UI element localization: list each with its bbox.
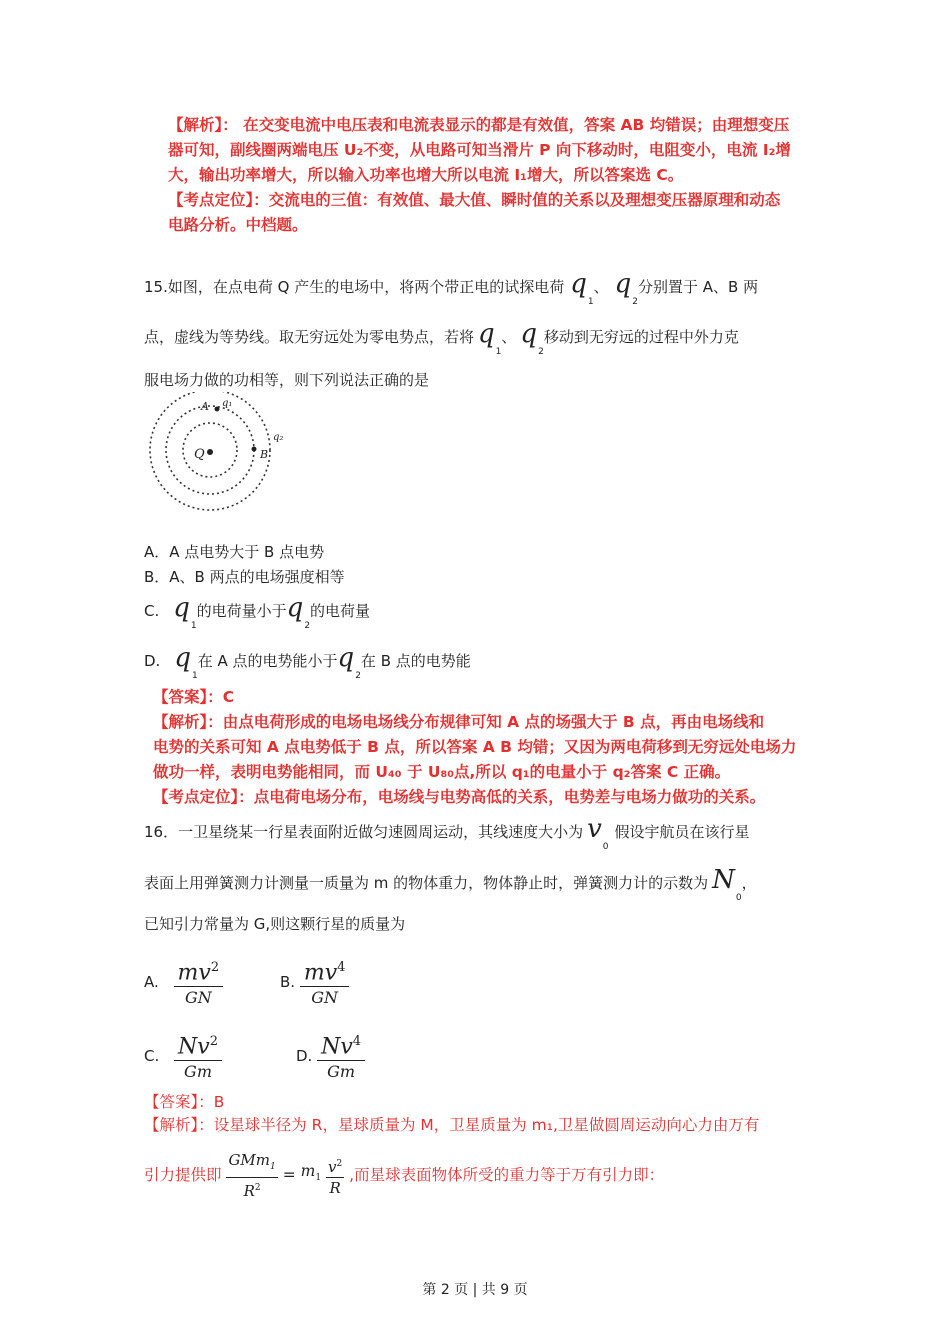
equipotential-figure [148, 392, 288, 522]
label-q1: q₁ [222, 398, 233, 409]
label-Q: Q [194, 447, 205, 462]
q1-symbol: $q_1$ [478, 319, 502, 357]
q15-option-b: B．A、B 两点的电场强度相等 [144, 568, 345, 586]
m1-symbol: $m_1$ [300, 1162, 322, 1184]
gravity-equation-rhs: $\frac{v^2}{R}$ [326, 1154, 344, 1198]
q15-line-1: 15.如图，在点电荷 Q 产生的电场中，将两个带正电的试探电荷 $q_1$、 $q_2$分别置于 A、B 两 [144, 269, 759, 307]
label-q2: q₂ [273, 432, 284, 443]
q15-answer: 【答案】：C [153, 688, 235, 706]
q15-stem-text: 15.如图，在点电荷 Q 产生的电场中，将两个带正电的试探电荷 [144, 278, 565, 296]
q16-analysis-line-1: 【解析】：设星球半径为 R，星球质量为 M，卫星质量为 m₁,卫星做圆周运动向心力由万有 [144, 1116, 760, 1134]
prev-analysis-line-4: 【考点定位】：交流电的三值：有效值、最大值、瞬时值的关系以及理想变压器原理和动态 [168, 191, 781, 209]
q16-line-1: 16．一卫星绕某一行星表面附近做匀速圆周运动，其线速度大小为 $v_0$假设宇航员在该行星 [144, 814, 750, 852]
option-c-fraction: $\frac{Nv^2}{Gm}$ [174, 1029, 222, 1083]
q15-option-a: A．A 点电势大于 B 点电势 [144, 543, 325, 561]
prev-analysis-line-3: 大，输出功率增大，所以输入功率也增大所以电流 I₁增大，所以答案选 C。 [168, 166, 684, 184]
q16-line-2: 表面上用弹簧测力计测量一质量为 m 的物体重力，物体静止时，弹簧测力计的示数为 $N_0$， [144, 865, 757, 903]
q15-line-3: 服电场力做的功相等，则下列说法正确的是 [144, 371, 430, 389]
q15-option-d: D. $q_1$在 A 点的电势能小于$q_2$在 B 点的电势能 [144, 643, 471, 681]
label-A: A [201, 400, 209, 413]
q1-symbol: $q_1$ [173, 593, 197, 631]
prev-analysis-line-2: 器可知，副线圈两端电压 U₂不变，从电路可知当滑片 P 向下移动时，电阻变小，电流 I₂增 [168, 141, 791, 159]
q16-analysis-line-2: 引力提供即 $\frac{GMm_1}{R^2}$ = $m_1$ $\frac{v^2}{R}$ ,而星球表面物体所受的重力等于万有引力即： [144, 1151, 665, 1200]
q2-symbol: $q_2$ [286, 593, 311, 631]
q16-option-a: A. $\frac{mv^2}{GN}$ [144, 955, 223, 1009]
q15-analysis-line-2: 电势的关系可知 A 点电势低于 B 点，所以答案 A B 均错；又因为两电荷移到无穷远处电场力 [153, 738, 797, 756]
q1-symbol: $q_1$ [570, 269, 594, 307]
q16-line-3: 已知引力常量为 G,则这颗行星的质量为 [144, 915, 406, 933]
gravity-equation-lhs: $\frac{GMm_1}{R^2}$ [228, 1151, 276, 1200]
q15-option-c: C. $q_1$的电荷量小于$q_2$的电荷量 [144, 593, 371, 631]
option-d-fraction: $\frac{Nv^4}{Gm}$ [317, 1029, 365, 1083]
label-B: B [260, 448, 269, 461]
charge-Q-dot [207, 449, 213, 455]
point-A-dot [215, 407, 220, 412]
prev-analysis-line-5: 电路分析。中档题。 [168, 216, 308, 234]
N0-symbol: $N_0$ [712, 865, 742, 903]
q2-symbol: $q_2$ [520, 319, 544, 357]
q16-option-d: D. $\frac{Nv^4}{Gm}$ [296, 1029, 365, 1083]
q15-line-2: 点，虚线为等势线。取无穷远处为零电势点，若将 $q_1$、 $q_2$移动到无穷远的过程中外力克 [144, 319, 739, 357]
q15-analysis-line-4: 【考点定位】：点电荷电场分布，电场线与电势高低的关系，电势差与电场力做功的关系。 [153, 788, 766, 806]
page-footer: 第 2 页 | 共 9 页 [422, 1282, 528, 1298]
option-a-fraction: $\frac{mv^2}{GN}$ [174, 955, 224, 1009]
prev-analysis-line-1: 【解析】： 在交变电流中电压表和电流表显示的都是有效值，答案 AB 均错误；由理想变压 [168, 116, 790, 134]
q15-analysis-line-1: 【解析】：由点电荷形成的电场电场线分布规律可知 A 点的场强大于 B 点，再由电场线和 [153, 713, 765, 731]
q16-option-c: C. $\frac{Nv^2}{Gm}$ [144, 1029, 222, 1083]
equals-sign: = [282, 1166, 296, 1184]
option-b-fraction: $\frac{mv^4}{GN}$ [300, 955, 350, 1009]
q15-analysis-line-3: 做功一样，表明电势能相同，而 U₄₀ 于 U₈₀点,所以 q₁的电量小于 q₂答案 C 正确。 [153, 763, 731, 781]
q16-answer: 【答案】：B [144, 1093, 225, 1111]
q1-symbol: $q_1$ [174, 643, 198, 681]
point-B-dot [252, 447, 257, 452]
q16-option-b: B. $\frac{mv^4}{GN}$ [280, 955, 349, 1009]
q2-symbol: $q_2$ [337, 643, 361, 681]
v0-symbol: $v_0$ [587, 814, 609, 852]
q2-symbol: $q_2$ [614, 269, 638, 307]
